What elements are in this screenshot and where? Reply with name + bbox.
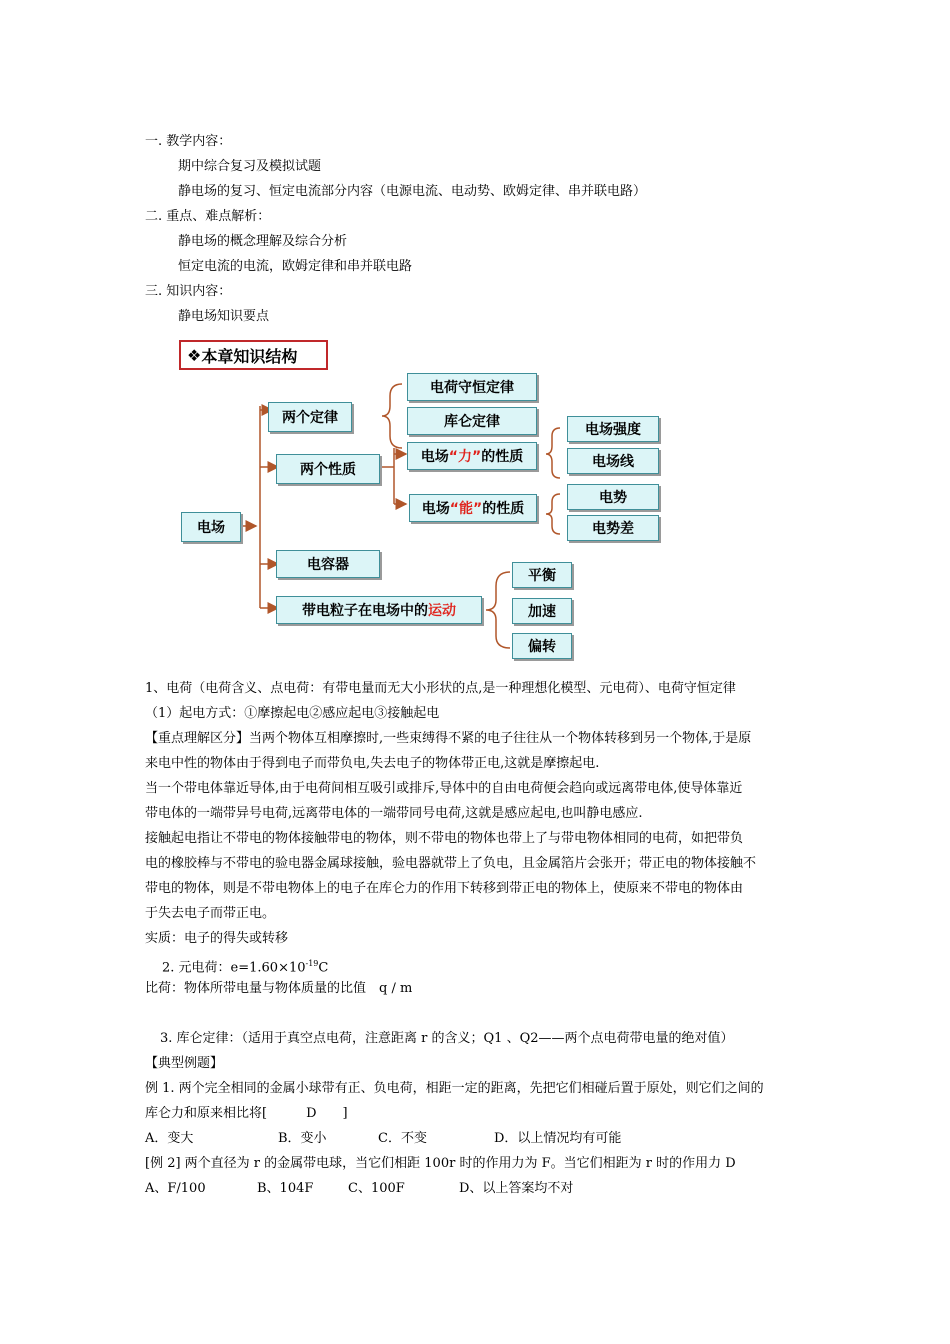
root-electric-field: 电场 (181, 512, 241, 542)
diamond-bullet-icon: ❖ (187, 345, 202, 365)
section-1-line-2: 静电场的复习、恒定电流部分内容（电源电流、电动势、欧姆定律、串并联电路） (178, 184, 647, 199)
example-2-option-d: D、以上答案均不对 (459, 1181, 574, 1196)
section-3-heading: 三. 知识内容： (145, 284, 232, 299)
elementary-charge-text: 2. 元电荷：e=1.60×10 (162, 960, 306, 976)
node-field-strength: 电场强度 (567, 416, 659, 442)
section-2-heading: 二. 重点、难点解析： (145, 209, 271, 224)
energy-post-text: 的性质 (482, 501, 525, 517)
motion-pre-text: 带电粒子在电场中的 (302, 603, 428, 619)
section-2-line-1: 静电场的概念理解及综合分析 (178, 234, 348, 249)
section-2-line-2: 恒定电流的电流，欧姆定律和串并联电路 (178, 259, 413, 274)
para-5c: 带电的物体，则是不带电物体上的电子在库仑力的作用下转移到带正电的物体上，使原来不带电的物体由 (145, 881, 744, 896)
elementary-charge-unit: C (318, 960, 329, 976)
elementary-charge-exponent: -19 (305, 959, 319, 968)
force-pre-text: 电场 (420, 449, 449, 465)
example-2-line: [例 2] 两个直径为 r 的金属带电球，当它们相距 100r 时的作用力为 F。当它们相距为 r 时的作用力 D (145, 1156, 736, 1171)
node-particle-motion (276, 596, 482, 624)
node-balance: 平衡 (512, 562, 572, 588)
node-energy-property (409, 494, 537, 522)
node-force-property (407, 442, 537, 470)
knowledge-structure-diagram (176, 336, 676, 662)
node-two-properties: 两个性质 (276, 454, 380, 484)
node-acceleration: 加速 (512, 598, 572, 624)
para-3b: 来电中性的物体由于得到电子而带负电,失去电子的物体带正电,这就是摩擦起电. (145, 756, 600, 771)
example-1-line-1: 例 1. 两个完全相同的金属小球带有正、负电荷，相距一定的距离，先把它们相碰后置于原处，则它们之间的 (145, 1081, 764, 1096)
para-4a: 当一个带电体靠近导体,由于电荷间相互吸引或排斥,导体中的自由电荷便会趋向或远离带电体,使导体靠近 (145, 781, 743, 796)
force-key-text: “力” (448, 449, 482, 465)
para-5d: 于失去电子而带正电。 (145, 906, 276, 921)
para-4b: 带电体的一端带异号电荷,远离带电体的一端带同号电荷,这就是感应起电,也叫静电感应. (145, 806, 643, 821)
para-8: 比荷：物体所带电量与物体质量的比值 q / m (145, 981, 413, 996)
node-potential: 电势 (567, 484, 659, 510)
force-post-text: 的性质 (481, 449, 524, 465)
energy-key-text: “能” (449, 501, 483, 517)
diagram-title (179, 340, 328, 370)
example-2-option-c: C、100F (348, 1181, 405, 1196)
para-3a: 【重点理解区分】当两个物体互相摩擦时,一些束缚得不紧的电子往往从一个物体转移到另一个物体,于是原 (145, 731, 752, 746)
section-1-heading: 一. 教学内容： (145, 134, 232, 149)
node-charge-conservation: 电荷守恒定律 (407, 373, 537, 401)
para-2: （1）起电方式：①摩擦起电②感应起电③接触起电 (145, 706, 440, 721)
section-1-line-1: 期中综合复习及模拟试题 (178, 159, 322, 174)
energy-pre-text: 电场 (421, 501, 450, 517)
motion-key-text: 运动 (428, 603, 456, 619)
example-2-option-a: A、F/100 (145, 1181, 206, 1196)
para-6: 实质：电子的得失或转移 (145, 931, 289, 946)
node-field-lines: 电场线 (567, 448, 659, 474)
para-5b: 电的橡胶棒与不带电的验电器金属球接触，验电器就带上了负电，且金属箔片会张开；带正电的物体接触不 (145, 856, 757, 871)
para-1: 1、电荷（电荷含义、点电荷：有带电量而无大小形状的点,是一种理想化模型、元电荷）、电荷守恒定律 (145, 681, 736, 696)
node-capacitor: 电容器 (276, 550, 380, 578)
example-2-option-b: B、104F (257, 1181, 314, 1196)
para-10: 【典型例题】 (145, 1056, 224, 1071)
example-1-option-a: A．变大 (145, 1131, 194, 1146)
para-7 (162, 955, 328, 977)
para-5a: 接触起电指让不带电的物体接触带电的物体，则不带电的物体也带上了与带电物体相同的电荷，如把带负 (145, 831, 744, 846)
para-9: 3. 库仑定律：（适用于真空点电荷，注意距离 r 的含义；Q1 、Q2——两个点电荷带电量的绝对值） (160, 1031, 734, 1046)
example-1-option-d: D．以上情况均有可能 (494, 1131, 622, 1146)
diagram-title-text: 本章知识结构 (201, 346, 298, 366)
node-coulomb-law: 库仑定律 (407, 407, 537, 435)
node-two-laws: 两个定律 (268, 402, 352, 432)
example-1-option-c: C．不变 (378, 1131, 427, 1146)
node-deflection: 偏转 (512, 633, 572, 659)
example-1-line-2: 库仑力和原来相比将[ D ] (145, 1106, 348, 1121)
node-potential-difference: 电势差 (567, 515, 659, 541)
section-3-line-1: 静电场知识要点 (178, 309, 270, 324)
example-1-option-b: B．变小 (278, 1131, 327, 1146)
